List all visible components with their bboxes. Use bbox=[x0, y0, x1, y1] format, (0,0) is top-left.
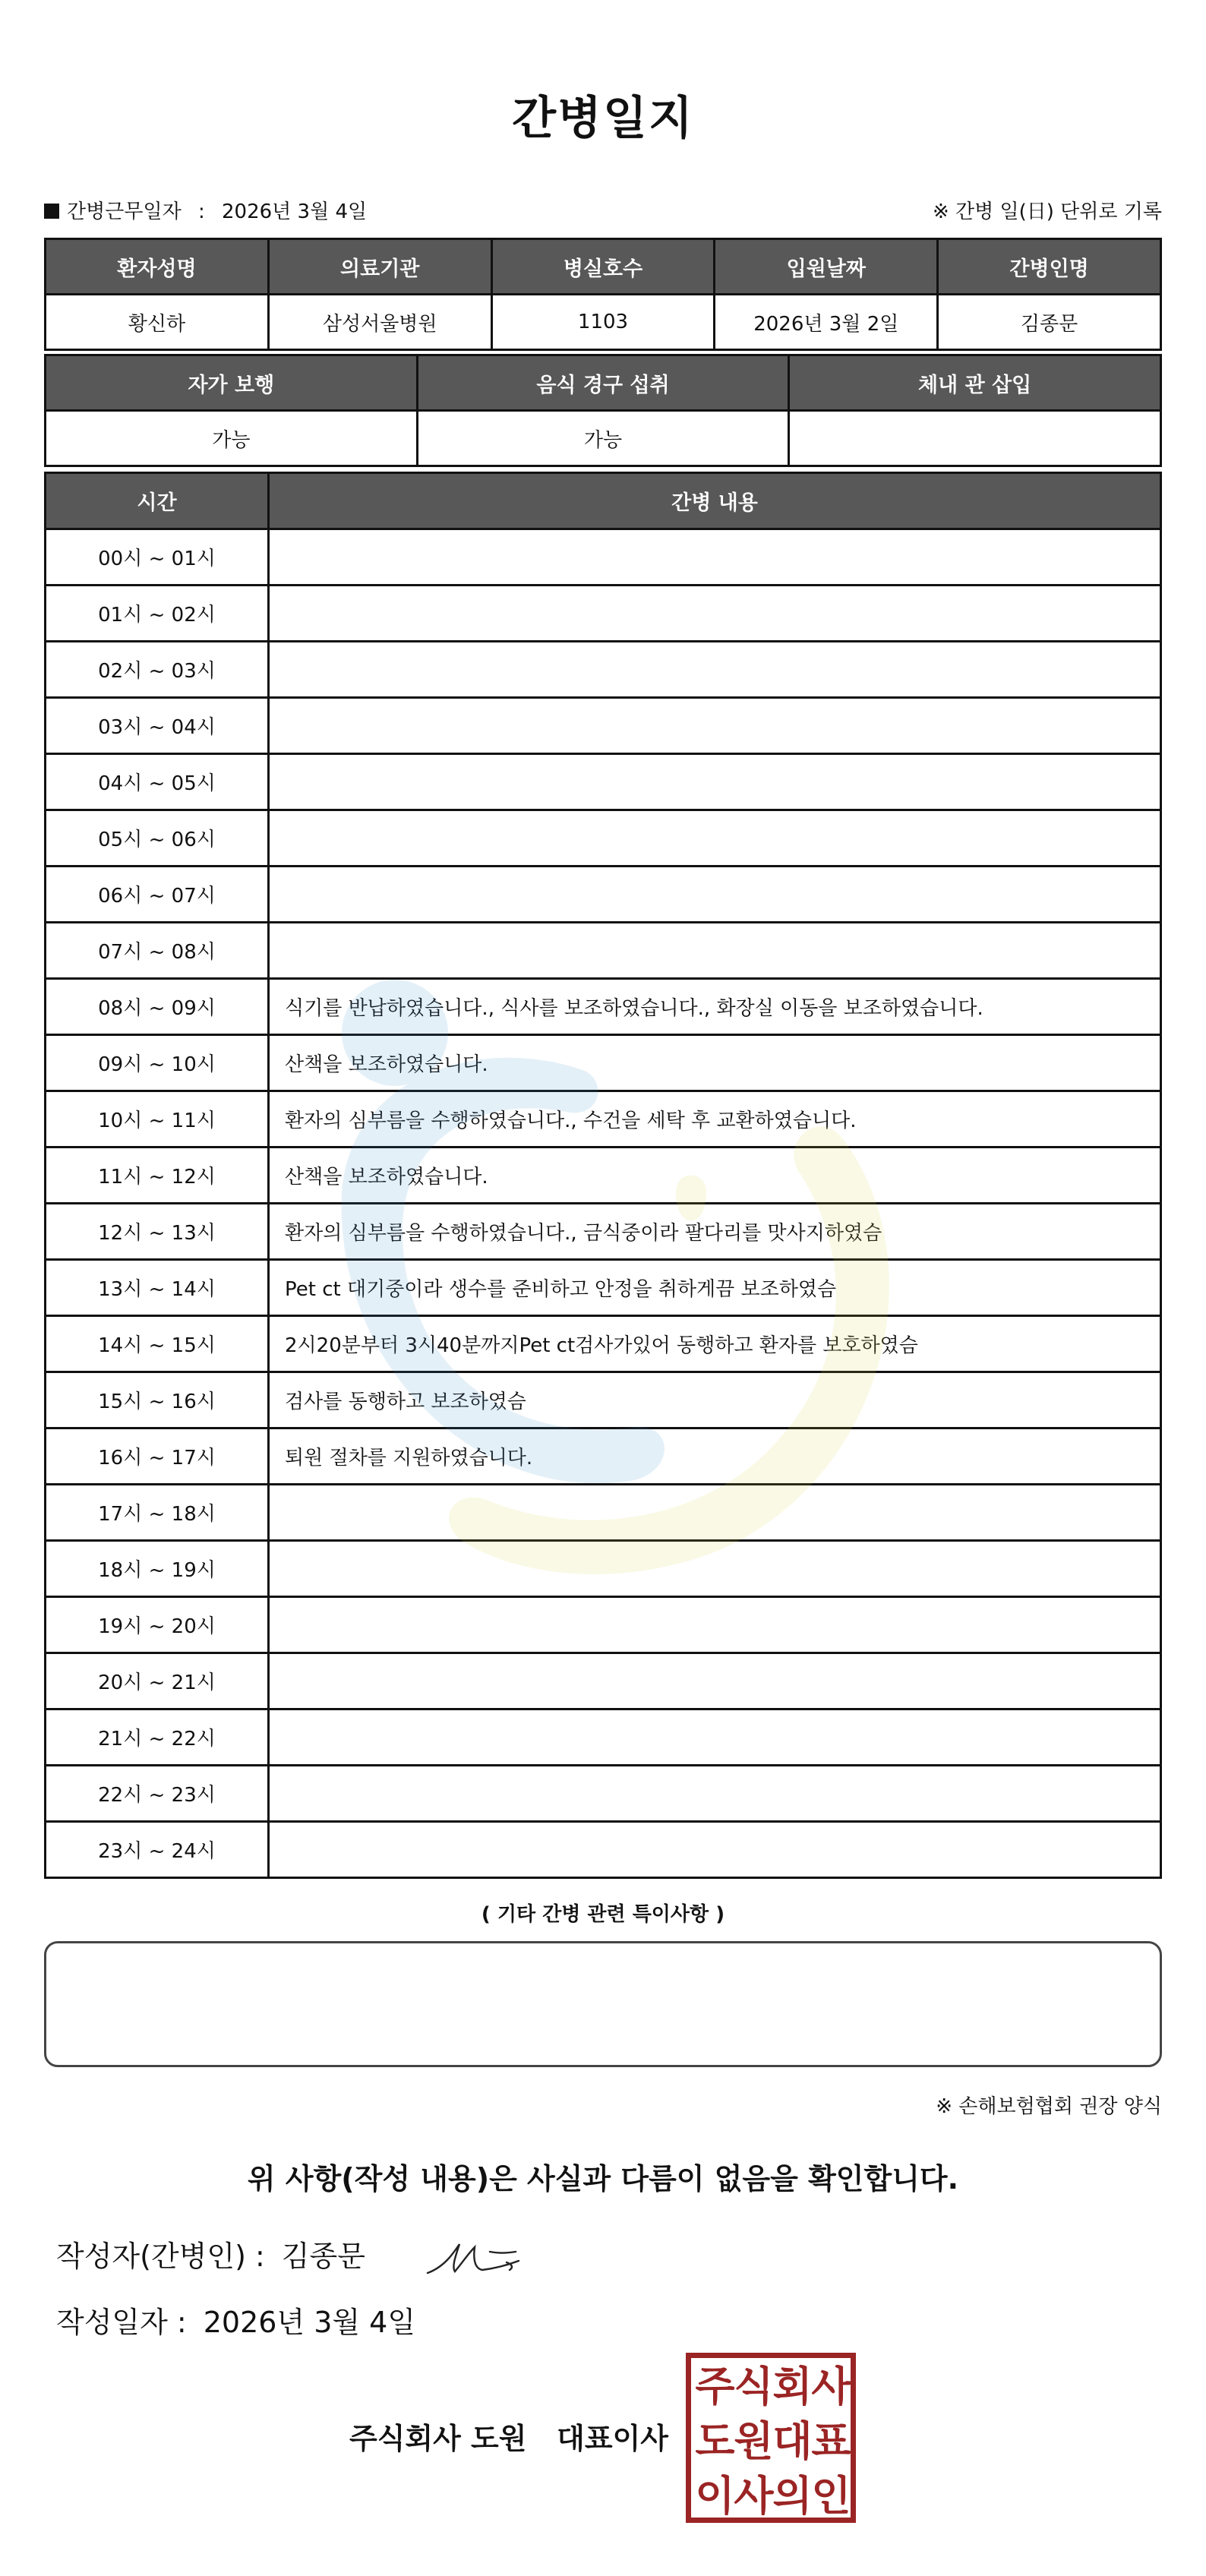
care-log-row bbox=[46, 1260, 1161, 1316]
time-slot: 22시 ~ 23시 bbox=[46, 1766, 269, 1822]
care-log-row bbox=[46, 586, 1161, 642]
time-slot: 08시 ~ 09시 bbox=[46, 979, 269, 1035]
care-content bbox=[269, 1597, 1161, 1653]
header-admission-date: 입원날짜 bbox=[715, 239, 938, 295]
care-log-table bbox=[44, 472, 1162, 1879]
source-note: ※ 손해보험협회 권장 양식 bbox=[936, 2095, 1162, 2118]
care-log-row bbox=[46, 1541, 1161, 1597]
walking-status: 가능 bbox=[46, 411, 418, 466]
confirmation-statement: 위 사항(작성 내용)은 사실과 다름이 없음을 확인합니다. bbox=[247, 2162, 959, 2196]
caregiver-name: 김종문 bbox=[938, 295, 1161, 350]
oral-intake-status: 가능 bbox=[417, 411, 789, 466]
time-slot: 05시 ~ 06시 bbox=[46, 810, 269, 867]
care-log-body bbox=[46, 529, 1161, 1878]
tube-status bbox=[789, 411, 1161, 466]
care-log-row bbox=[46, 1766, 1161, 1822]
seal-character: 원 bbox=[734, 2417, 771, 2465]
time-slot: 20시 ~ 21시 bbox=[46, 1653, 269, 1709]
care-log-row bbox=[46, 1428, 1161, 1485]
time-slot: 21시 ~ 22시 bbox=[46, 1709, 269, 1766]
time-slot: 01시 ~ 02시 bbox=[46, 586, 269, 642]
patient-info-header-row bbox=[46, 239, 1161, 295]
care-content: 환자의 심부름을 수행하였습니다., 수건을 세탁 후 교환하였습니다. bbox=[269, 1091, 1161, 1148]
care-log-row bbox=[46, 1653, 1161, 1709]
care-log-row bbox=[46, 698, 1161, 754]
time-slot: 00시 ~ 01시 bbox=[46, 529, 269, 586]
time-slot: 16시 ~ 17시 bbox=[46, 1428, 269, 1485]
time-slot: 23시 ~ 24시 bbox=[46, 1822, 269, 1878]
time-slot: 12시 ~ 13시 bbox=[46, 1204, 269, 1260]
time-slot: 03시 ~ 04시 bbox=[46, 698, 269, 754]
care-content bbox=[269, 586, 1161, 642]
care-content bbox=[269, 810, 1161, 867]
care-log-row bbox=[46, 1316, 1161, 1372]
header-care-content: 간병 내용 bbox=[269, 473, 1161, 529]
header-time: 시간 bbox=[46, 473, 269, 529]
seal-character: 주 bbox=[695, 2363, 732, 2410]
written-date-value: 2026년 3월 4일 bbox=[203, 2306, 416, 2339]
patient-info-value-row bbox=[46, 295, 1161, 350]
care-content bbox=[269, 642, 1161, 698]
meta-row bbox=[44, 196, 1162, 226]
black-square-icon bbox=[44, 204, 59, 219]
work-date-separator: : bbox=[197, 200, 205, 223]
care-log-row bbox=[46, 1148, 1161, 1204]
time-slot: 07시 ~ 08시 bbox=[46, 923, 269, 979]
care-content bbox=[269, 529, 1161, 586]
unit-note: ※ 간병 일(日) 단위로 기록 bbox=[932, 200, 1162, 223]
time-slot: 09시 ~ 10시 bbox=[46, 1035, 269, 1091]
header-walking: 자가 보행 bbox=[46, 355, 418, 411]
notes-heading: ( 기타 간병 관련 특이사항 ) bbox=[481, 1903, 725, 1926]
seal-grid bbox=[694, 2360, 849, 2524]
page-title: 간병일지 bbox=[512, 92, 694, 145]
work-date-label: 간병근무일자 bbox=[67, 200, 182, 223]
care-log-row bbox=[46, 529, 1161, 586]
patient-name: 황신하 bbox=[46, 295, 269, 350]
header-patient-name: 환자성명 bbox=[46, 239, 269, 295]
hospital: 삼성서울병원 bbox=[268, 295, 491, 350]
care-content: 식기를 반납하였습니다., 식사를 보조하였습니다., 화장실 이동을 보조하였습니다. bbox=[269, 979, 1161, 1035]
work-date bbox=[44, 196, 367, 224]
care-content: 산책을 보조하였습니다. bbox=[269, 1035, 1161, 1091]
seal-character: 사 bbox=[811, 2363, 848, 2410]
care-content bbox=[269, 698, 1161, 754]
time-slot: 13시 ~ 14시 bbox=[46, 1260, 269, 1316]
author-name: 김종문 bbox=[281, 2240, 365, 2273]
care-log-row bbox=[46, 979, 1161, 1035]
care-log-row bbox=[46, 754, 1161, 810]
care-log-row bbox=[46, 923, 1161, 979]
author-row bbox=[56, 2233, 365, 2275]
care-log-row bbox=[46, 1822, 1161, 1878]
seal-character: 의 bbox=[772, 2472, 810, 2520]
care-content bbox=[269, 1766, 1161, 1822]
header-caregiver: 간병인명 bbox=[938, 239, 1161, 295]
care-log-row bbox=[46, 1597, 1161, 1653]
work-date-value: 2026년 3월 4일 bbox=[222, 200, 368, 223]
time-slot: 10시 ~ 11시 bbox=[46, 1091, 269, 1148]
care-content bbox=[269, 1822, 1161, 1878]
care-content bbox=[269, 754, 1161, 810]
care-log-row bbox=[46, 1372, 1161, 1428]
care-content bbox=[269, 1485, 1161, 1541]
header-tube: 체내 관 삽입 bbox=[789, 355, 1161, 411]
time-slot: 17시 ~ 18시 bbox=[46, 1485, 269, 1541]
written-date-row bbox=[56, 2299, 415, 2341]
care-content: 퇴원 절차를 지원하였습니다. bbox=[269, 1428, 1161, 1485]
time-slot: 06시 ~ 07시 bbox=[46, 867, 269, 923]
care-log-header-row bbox=[46, 473, 1161, 529]
seal-character: 식 bbox=[734, 2363, 771, 2410]
company-name: 주식회사 도원 대표이사 bbox=[349, 2422, 668, 2455]
time-slot: 15시 ~ 16시 bbox=[46, 1372, 269, 1428]
care-content: 환자의 심부름을 수행하였습니다., 금식중이라 팔다리를 맛사지하였슴 bbox=[269, 1204, 1161, 1260]
care-content: Pet ct 대기중이라 생수를 준비하고 안정을 취하게끔 보조하였슴 bbox=[269, 1260, 1161, 1316]
header-room: 병실호수 bbox=[491, 239, 715, 295]
notes-box bbox=[44, 1941, 1162, 2067]
time-slot: 19시 ~ 20시 bbox=[46, 1597, 269, 1653]
header-oral-intake: 음식 경구 섭취 bbox=[417, 355, 789, 411]
care-content bbox=[269, 1653, 1161, 1709]
care-log-row bbox=[46, 1709, 1161, 1766]
time-slot: 14시 ~ 15시 bbox=[46, 1316, 269, 1372]
seal-character: 도 bbox=[695, 2417, 732, 2465]
patient-info-table bbox=[44, 238, 1162, 351]
care-content: 2시20분부터 3시40분까지Pet ct검사가있어 동행하고 환자를 보호하였슴 bbox=[269, 1316, 1161, 1372]
care-log-row bbox=[46, 1091, 1161, 1148]
care-log-row bbox=[46, 1204, 1161, 1260]
seal-character: 인 bbox=[811, 2472, 848, 2520]
care-log-row bbox=[46, 867, 1161, 923]
seal-character: 회 bbox=[772, 2363, 810, 2410]
seal-character: 이 bbox=[695, 2472, 732, 2520]
seal-character: 사 bbox=[734, 2472, 771, 2520]
company-seal-icon bbox=[686, 2353, 856, 2523]
care-content: 산책을 보조하였습니다. bbox=[269, 1148, 1161, 1204]
care-log-row bbox=[46, 642, 1161, 698]
care-content bbox=[269, 867, 1161, 923]
time-slot: 02시 ~ 03시 bbox=[46, 642, 269, 698]
room-number: 1103 bbox=[491, 295, 715, 350]
care-content bbox=[269, 923, 1161, 979]
care-content: 검사를 동행하고 보조하였슴 bbox=[269, 1372, 1161, 1428]
written-date-label: 작성일자 : bbox=[56, 2306, 187, 2339]
time-slot: 18시 ~ 19시 bbox=[46, 1541, 269, 1597]
patient-status-value-row bbox=[46, 411, 1161, 466]
seal-character: 대 bbox=[772, 2417, 810, 2465]
time-slot: 11시 ~ 12시 bbox=[46, 1148, 269, 1204]
care-log-row bbox=[46, 810, 1161, 867]
care-log-row bbox=[46, 1485, 1161, 1541]
care-log-row bbox=[46, 1035, 1161, 1091]
care-content bbox=[269, 1541, 1161, 1597]
header-hospital: 의료기관 bbox=[268, 239, 491, 295]
author-label: 작성자(간병인) : bbox=[56, 2240, 265, 2273]
time-slot: 04시 ~ 05시 bbox=[46, 754, 269, 810]
admission-date: 2026년 3월 2일 bbox=[715, 295, 938, 350]
patient-status-table bbox=[44, 354, 1162, 467]
care-content bbox=[269, 1709, 1161, 1766]
handwritten-signature-icon bbox=[421, 2237, 528, 2282]
patient-status-header-row bbox=[46, 355, 1161, 411]
seal-character: 표 bbox=[811, 2417, 848, 2465]
